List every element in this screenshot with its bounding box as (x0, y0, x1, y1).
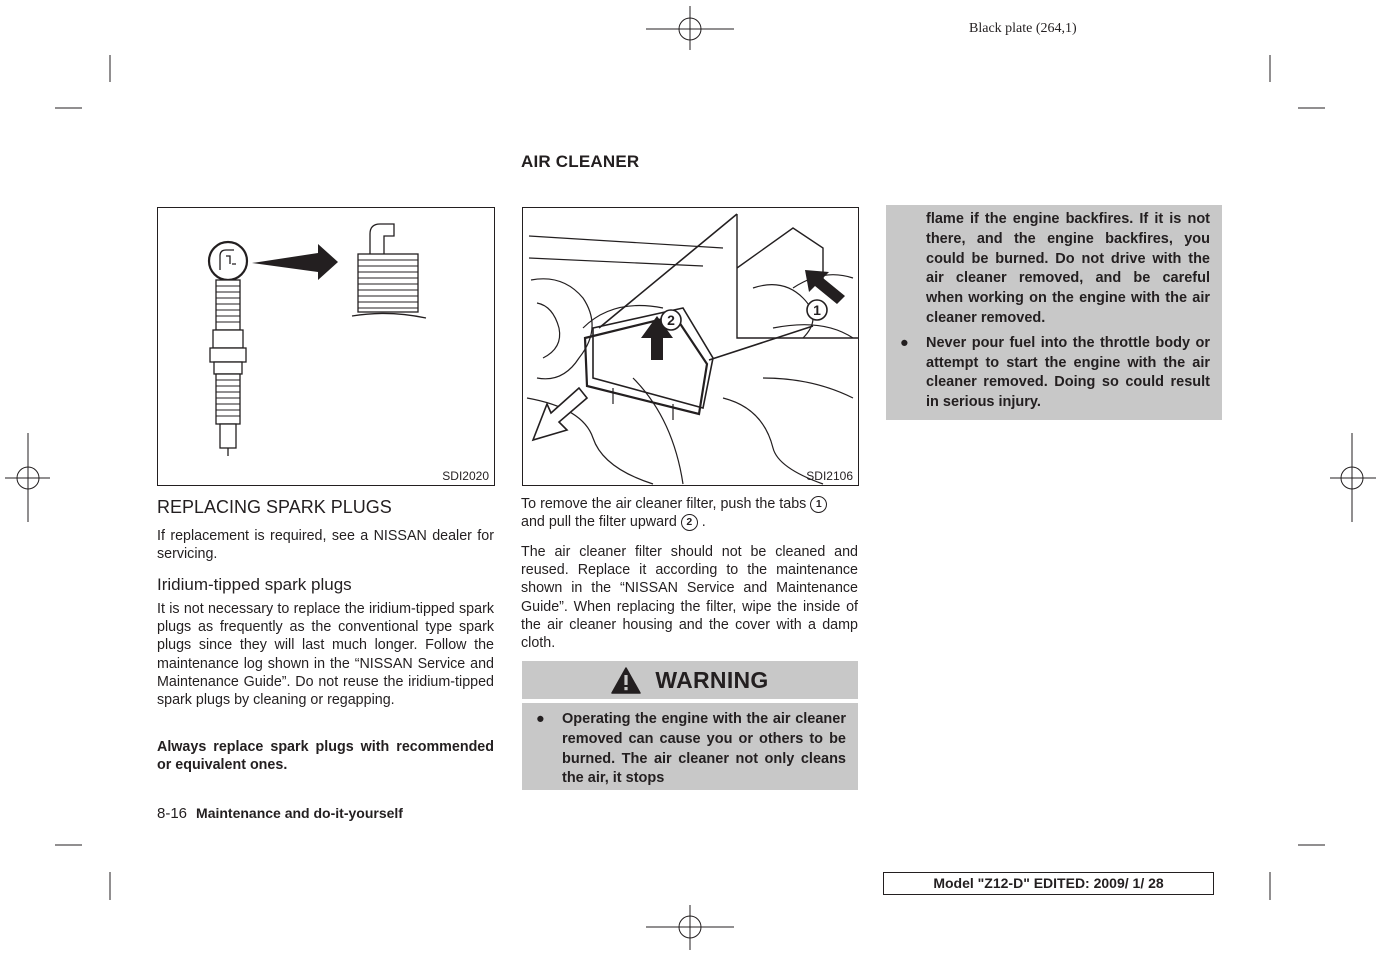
bullet-2: ● (900, 334, 909, 351)
air-cleaner-heading: AIR CLEANER (521, 152, 640, 171)
figure-code-sdi2106: SDI2106 (806, 469, 853, 483)
instr-part2: and pull the filter upward (521, 514, 677, 531)
warning-header (522, 661, 858, 699)
figure-code-sdi2020: SDI2020 (442, 469, 489, 483)
warning-body-part2 (886, 205, 1222, 420)
air-cleaner-paragraph: The air cleaner filter should not be cleaned and reused. Replace it according to the maintenance shown in the “NISSAN Service and Maintenance Guide”. When replacing the filter, wipe the inside of the air cleaner housing and the cover with a damp cloth. (521, 544, 858, 652)
instr-end: . (701, 514, 706, 531)
section-title-spark-plugs: REPLACING SPARK PLUGS (157, 497, 392, 517)
spark-plug-figure (157, 207, 495, 486)
warning-item-1 (522, 710, 858, 789)
warning-item-2-text: Never pour fuel into the throttle body or attempt to start the engine with the air cleaner removed. Doing so could result in serious injury. (926, 334, 1210, 411)
air-cleaner-illustration (523, 208, 858, 485)
footer-section-name: Maintenance and do-it-yourself (196, 805, 403, 821)
callout-2-inline: 2 (681, 514, 698, 531)
replace-note: Always replace spark plugs with recommended or equivalent ones. (157, 739, 494, 774)
warning-cont-text: flame if the engine backfires. If it is not there, and the engine backfires, you could be burned. Do not drive with the air cleaner removed, and be careful when working on the engine with the air cleaner removed. (926, 211, 1210, 326)
page-footer (157, 805, 403, 822)
air-cleaner-instructions (521, 495, 858, 531)
warning-item-2 (886, 334, 1222, 413)
page-number: 8-16 (157, 805, 188, 822)
subsection-title-iridium: Iridium-tipped spark plugs (157, 575, 352, 594)
warning-item-1-continued (886, 210, 1222, 329)
warning-title: WARNING (655, 666, 769, 693)
callout-2-text: 2 (667, 312, 675, 328)
model-edit-box: Model "Z12-D" EDITED: 2009/ 1/ 28 (883, 872, 1214, 895)
iridium-paragraph: It is not necessary to replace the iridium-tipped spark plugs as frequently as the conventional type spark plugs since they will last much longer. Follow the maintenance log shown in the “NISSAN Service and Maintenance Guide”. Do not reuse the iridium-tipped spark plugs by cleaning or regapping. (157, 601, 494, 709)
air-cleaner-figure (522, 207, 859, 486)
spark-plug-illustration (158, 208, 494, 485)
warning-item-1-text: Operating the engine with the air cleaner removed can cause you or others to be burned. The air cleaner not only cleans the air, it stops (562, 711, 846, 787)
plate-label: Black plate (264,1) (969, 21, 1077, 36)
spark-plug-intro: If replacement is required, see a NISSAN dealer for servicing. (157, 528, 494, 563)
bullet-1: ● (536, 711, 545, 727)
instr-part1: To remove the air cleaner filter, push the tabs (521, 496, 807, 512)
warning-body-part1 (522, 703, 858, 790)
warning-triangle-icon (611, 667, 641, 694)
callout-1-inline: 1 (810, 496, 827, 513)
callout-1-text: 1 (813, 302, 821, 318)
